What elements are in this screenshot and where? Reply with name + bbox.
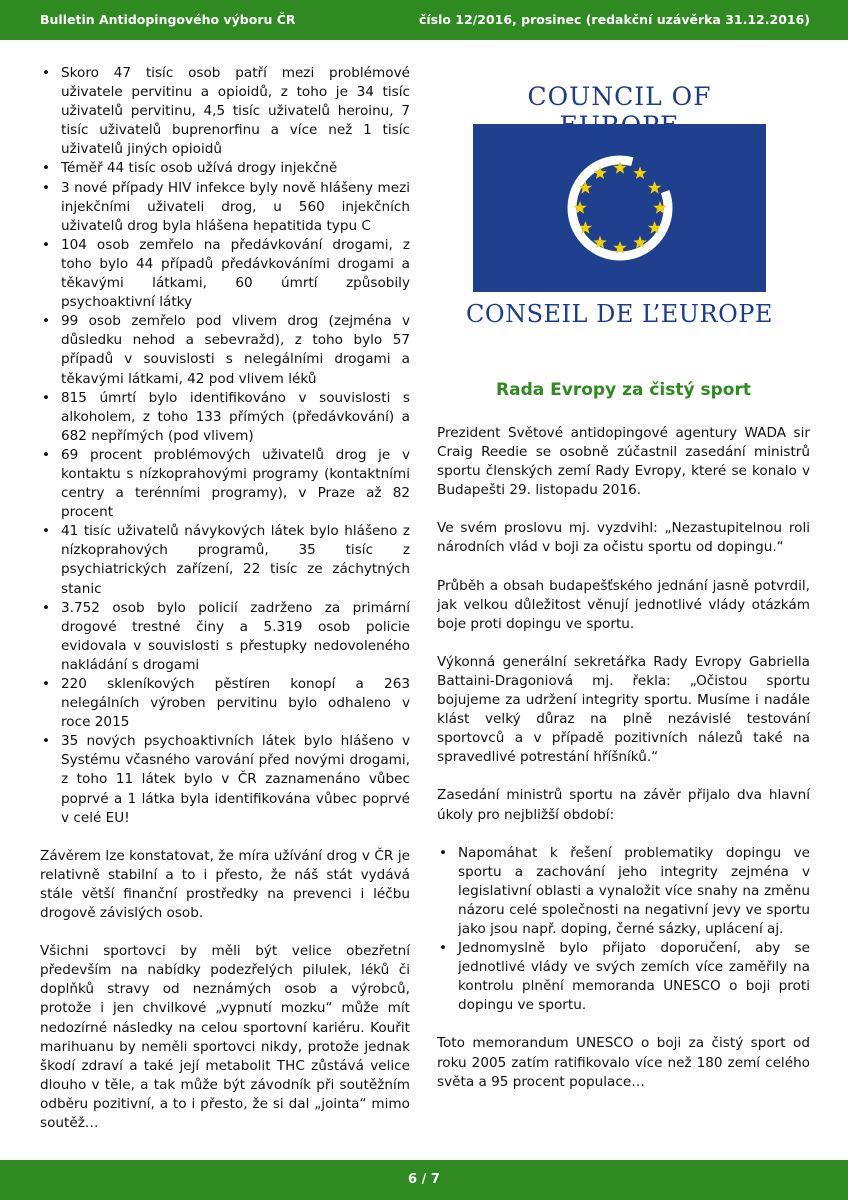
list-item: • Skoro 47 tisíc osob patří mezi problémové uživatele pervitinu a opioidů, z toho je 34 tisíc uživatelů pervitinu, 4,5 tisíc uživatelů heroinu, 7 tisíc uživatelů buprenorfinu a více než 1 tisíc uživatelů jiných opioidů [40,64,410,159]
statistics-list [40,64,410,828]
article-paragraph: Průběh a obsah budapešťského jednání jasně potvrdil, jak velkou důležitost věnují jednotlivé vlády otázkám boje proti dopingu ve sportu. [437,577,810,632]
article-paragraph: Výkonná generální sekretářka Rady Evropy Gabriella Battaini-Dragoniová mj. řekla: „Očistou sportu bojujeme za udržení integrity sportu. Musíme i nadále klást velký důraz na plně nezávislé testování sportovců a v případě pozitivních nálezů také na spravedlivé potrestání hříšníků.“ [437,653,810,766]
list-item: • Jednomyslně bylo přijato doporučení, aby se jednotlivé vlády ve svých zemích více zaměřily na kontrolu plnění memoranda UNESCO o boji proti dopingu ve sportu. [437,939,810,1015]
list-item: • 99 osob zemřelo pod vlivem drog (zejména v důsledku nehod a sebevražd), z toho bylo 57 případů v souvislosti s nelegálními drogami a těkavými látkami, 42 pod vlivem léků [40,312,410,388]
logo-star-icon [648,181,661,194]
bulletin-title: Bulletin Antidopingového výboru ČR [40,12,296,27]
list-item: • 104 osob zemřelo na předávkování drogami, z toho bylo 44 případů předávkováními drogami a těkavými látkami, 60 úmrtí způsobily psychoaktivní látky [40,236,410,312]
article-paragraph: Toto memorandum UNESCO o boji za čistý sport od roku 2005 zatím ratifikovalo více než 180 zemí celého světa a 95 procent populace… [437,1035,810,1090]
list-item: • 35 nových psychoaktivních látek bylo hlášeno v Systému včasného varování před novými drogami, z toho 11 látek bylo v ČR zaznamenáno vůbec poprvé a 1 látka byla identifikována vůbec poprvé v celé EU! [40,732,410,827]
article-paragraph: Prezident Světové antidopingové agentury WADA sir Craig Reedie se osobně zúčastnil zasedání ministrů sportu členských zemí Rady Evropy, které se konalo v Budapešti 29. listopadu 2016. [437,425,810,499]
logo-flag [473,124,766,292]
list-item: • Napomáhat k řešení problematiky dopingu ve sportu a zachování jeho integrity zejména v legislativní oblasti a vynaložit více snahy na změnu názoru celé společnosti na negativní jevy ve sportu jako jsou např. doping, černé sázky, uplácení aj. [437,844,810,939]
article-paragraph: Ve svém proslovu mj. vyzdvihl: „Nezastupitelnou roli národních vlád v boji za očistu sportu od dopingu.“ [437,520,810,556]
header-bar [0,0,848,40]
article-title: Rada Evropy za čistý sport [496,380,751,400]
article-paragraph: Zasedání ministrů sportu na závěr přijalo dva hlavní úkoly pro nejbližší období: [437,787,810,823]
footer-bar [0,1160,848,1200]
logo-star-icon [633,166,646,179]
list-item: • 815 úmrtí bylo identifikováno v souvislosti s alkoholem, z toho 133 přímých (předávkování) a 682 nepřímých (pod vlivem) [40,389,410,446]
issue-info: číslo 12/2016, prosinec (redakční uzávěrka 31.12.2016) [418,12,810,27]
list-item: • Téměř 44 tisíc osob užívá drogy injekčně [40,159,410,178]
list-item: • 41 tisíc uživatelů návykových látek bylo hlášeno z nízkoprahových programů, 35 tisíc z psychiatrických zařízení, 22 tisíc ze záchytných stanic [40,522,410,598]
list-item: • 69 procent problémových uživatelů drog je v kontaktu s nízkoprahovými programy (kontaktními centry a terénními programy), v Praze až 82 procent [40,446,410,522]
conclusion-paragraph: Závěrem lze konstatovat, že míra užívání drog v ČR je relativně stabilní a to i přesto, že náš stát vydává stále větší finanční prostředky na prevenci i léčbu drogově závislých osob. [40,847,410,922]
right-column [437,424,810,1092]
tasks-list [437,844,810,1016]
list-item: • 220 skleníkových pěstíren konopí a 263 nelegálních výroben pervitinu bylo odhaleno v roce 2015 [40,675,410,732]
logo-emblem-icon [473,124,766,292]
council-of-europe-logo [466,82,773,334]
left-column [40,64,410,1133]
logo-text-english: COUNCIL OF [527,82,712,111]
logo-text-french: CONSEIL DE L’EUROPE [466,300,773,328]
list-item: • 3.752 osob bylo policií zadrženo za primární drogové trestné činy a 5.319 osob policie evidovala v souvislosti s přestupky nedovoleného nakládání s drogami [40,599,410,675]
athletes-warning-paragraph: Všichni sportovci by měli být velice obezřetní především na nabídky podezřelých pilulek, léků či doplňků stravy od neznámých osob a výrobců, protože i jen chvilkové „vypnutí mozku“ může mít nedozírné následky na celou sportovní kariéru. Kouřit marihuanu by neměli sportovci nikdy, protože jednak škodí zdraví a také její metabolit THC zůstává velice dlouho v těle, a tak může být závodník při soutěžním odběru pozitivní, a to i přesto, že si dal „jointa“ mimo soutěž… [40,943,410,1131]
page-number: 6 / 7 [408,1172,440,1187]
list-item: • 3 nové případy HIV infekce byly nově hlášeny mezi injekčními uživateli drog, u 560 injekčních uživatelů drog byla hlášena hepatitida typu C [40,179,410,236]
